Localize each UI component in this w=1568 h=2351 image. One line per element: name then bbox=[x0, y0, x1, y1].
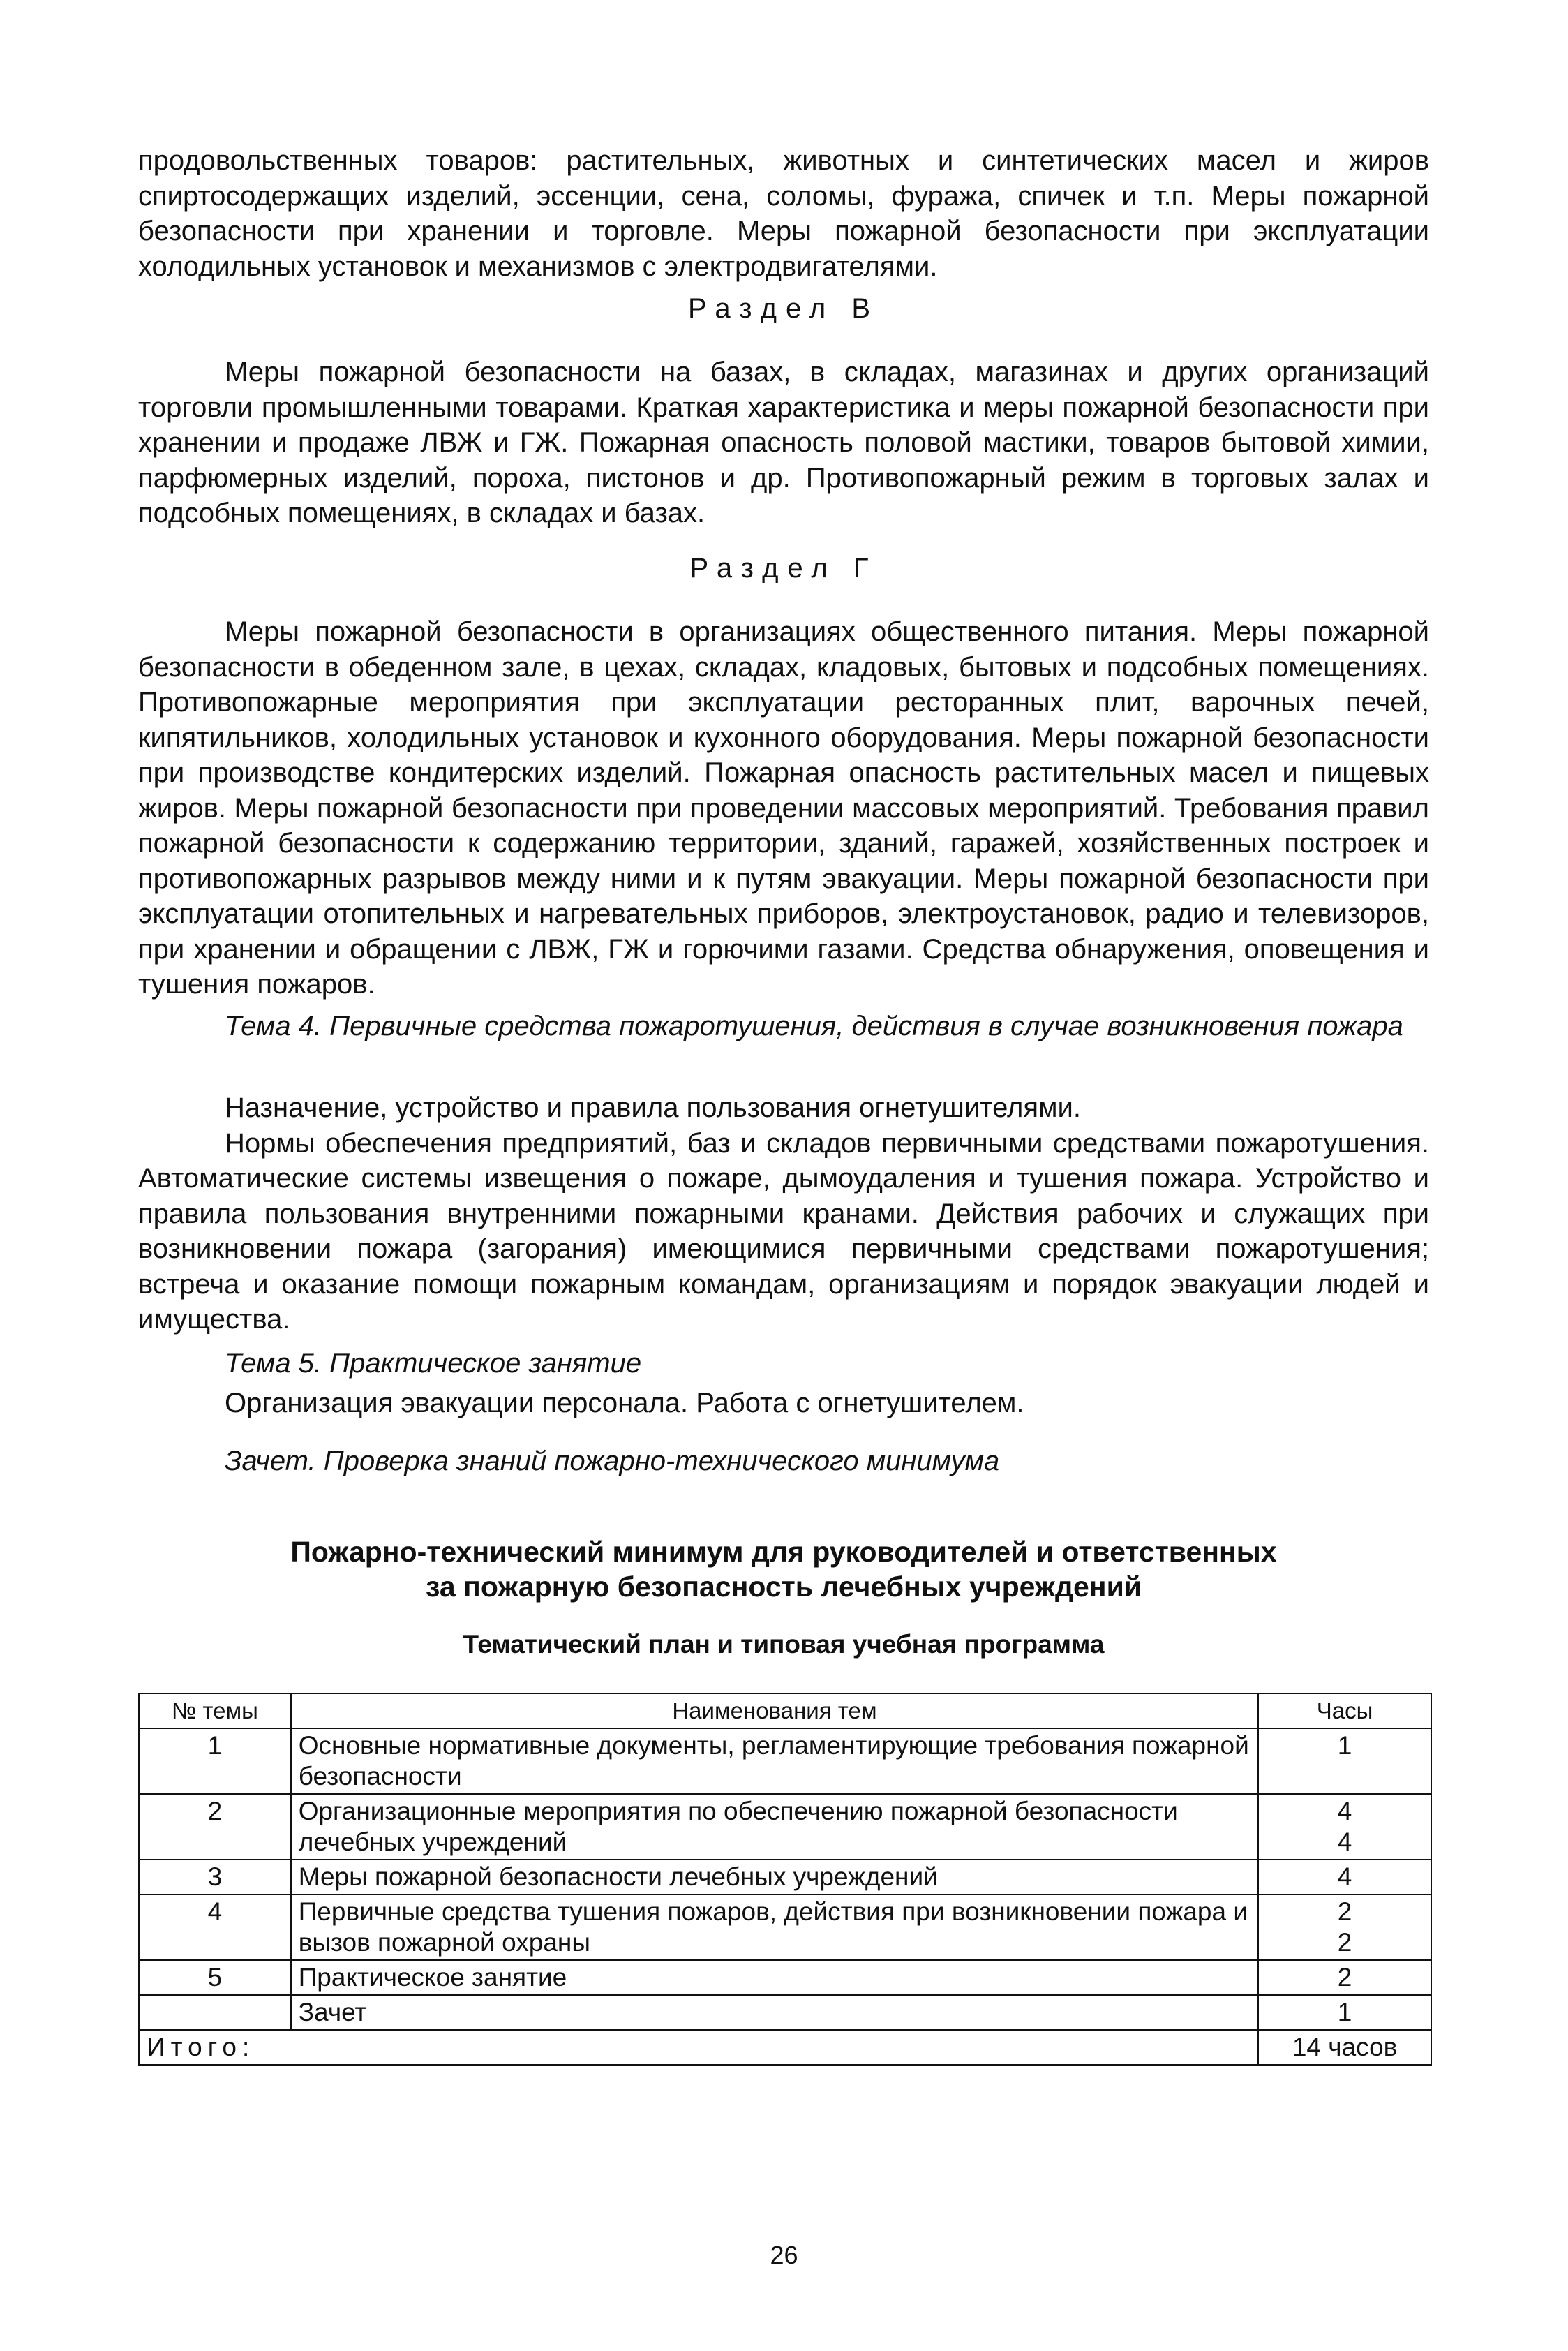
table-total-row bbox=[139, 2030, 1431, 2065]
topic4-paragraph-2: Нормы обеспечения предприятий, баз и складов первичными средствами пожаротушения. Автоматические системы извещения о пожаре, дымоудаления и тушения пожара. Устройство и правила пользования внутренними пожарными кранами. Действия рабочих и служащих при возникновении пожара (загорания) имеющимися первичными средствами пожаротушения; встреча и оказание помощи пожарным командам, организациям и порядок эвакуации людей и имущества. bbox=[138, 1127, 1429, 1335]
section-g-block bbox=[138, 614, 1429, 1002]
row-hours bbox=[1258, 1995, 1431, 2030]
section-v-block bbox=[138, 355, 1429, 531]
page-number: 26 bbox=[770, 2241, 798, 2269]
intro-paragraph bbox=[138, 143, 1429, 284]
program-title-line-1: Пожарно-технический минимум для руководителей и ответственных bbox=[290, 1536, 1277, 1568]
program-subtitle: Тематический план и типовая учебная программа bbox=[463, 1630, 1105, 1659]
row-hours-value: 2 bbox=[1337, 1928, 1352, 1957]
row-topic-name: Практическое занятие bbox=[291, 1960, 1258, 1995]
row-hours bbox=[1258, 1860, 1431, 1894]
row-topic-name: Зачет bbox=[291, 1995, 1258, 2030]
row-topic-number: 1 bbox=[139, 1728, 291, 1794]
table-row bbox=[139, 1794, 1431, 1860]
thematic-plan-table bbox=[138, 1693, 1432, 2066]
topic4-paragraph-1: Назначение, устройство и правила пользования огнетушителями. bbox=[225, 1092, 1081, 1123]
row-hours bbox=[1258, 1794, 1431, 1860]
topic4-heading: Тема 4. Первичные средства пожаротушения, действия в случае возникновения пожара bbox=[225, 1011, 1403, 1041]
table-row bbox=[139, 1860, 1431, 1894]
header-topic-number: № темы bbox=[139, 1693, 291, 1728]
header-topic-name: Наименования тем bbox=[291, 1693, 1258, 1728]
exam-heading-block bbox=[138, 1444, 1429, 1479]
section-g-heading: Раздел Г bbox=[689, 553, 878, 584]
topic5-block bbox=[138, 1386, 1429, 1421]
topic4-heading-block bbox=[138, 1009, 1429, 1044]
topic5-paragraph: Организация эвакуации персонала. Работа с огнетушителем. bbox=[225, 1388, 1024, 1418]
paragraph-food-goods: продовольственных товаров: растительных, животных и синтетических масел и жиров спиртосодержащих изделий, эссенции, сена, соломы, фуража, спичек и т.п. Меры пожарной безопасности при хранении и торговле. Меры пожарной безопасности при эксплуатации холодильных установок и механизмов с электродвигателями. bbox=[138, 145, 1429, 282]
row-topic-number: 2 bbox=[139, 1794, 291, 1860]
row-topic-number: 3 bbox=[139, 1860, 291, 1894]
table-row bbox=[139, 1894, 1431, 1960]
row-topic-number: 5 bbox=[139, 1960, 291, 1995]
table-row bbox=[139, 1960, 1431, 1995]
row-hours-value: 2 bbox=[1337, 1897, 1352, 1926]
total-hours: 14 часов bbox=[1258, 2030, 1431, 2065]
topic4-block bbox=[138, 1090, 1429, 1337]
topic5-heading: Тема 5. Практическое занятие bbox=[225, 1348, 642, 1379]
row-topic-number bbox=[139, 1995, 291, 2030]
row-hours-value: 1 bbox=[1337, 1998, 1352, 2026]
row-topic-name: Первичные средства тушения пожаров, действия при возникновении пожара и вызов пожарной охраны bbox=[291, 1894, 1258, 1960]
table-header-row bbox=[139, 1693, 1431, 1728]
total-label-cell bbox=[139, 2030, 1258, 2065]
section-v-paragraph: Меры пожарной безопасности на базах, в складах, магазинах и других организаций торговли промышленными товарами. Краткая характеристика и меры пожарной безопасности при хранении и продаже ЛВЖ и ГЖ. Пожарная опасность половой мастики, товаров бытовой химии, парфюмерных изделий, пороха, пистонов и др. Противопожарный режим в торговых залах и подсобных помещениях, в складах и базах. bbox=[138, 357, 1429, 528]
row-topic-name: Меры пожарной безопасности лечебных учреждений bbox=[291, 1860, 1258, 1894]
row-topic-name: Основные нормативные документы, регламентирующие требования пожарной безопасности bbox=[291, 1728, 1258, 1794]
row-hours-value: 4 bbox=[1337, 1827, 1352, 1856]
row-hours bbox=[1258, 1894, 1431, 1960]
row-hours-value: 1 bbox=[1337, 1731, 1352, 1760]
program-title bbox=[138, 1534, 1429, 1604]
row-hours-value: 4 bbox=[1337, 1797, 1352, 1825]
section-v-heading: Раздел В bbox=[688, 293, 879, 324]
row-topic-number: 4 bbox=[139, 1894, 291, 1960]
row-topic-name: Организационные мероприятия по обеспечению пожарной безопасности лечебных учреждений bbox=[291, 1794, 1258, 1860]
total-label: Итого: bbox=[147, 2033, 255, 2061]
row-hours bbox=[1258, 1960, 1431, 1995]
topic5-heading-block bbox=[138, 1346, 1429, 1381]
row-hours-value: 4 bbox=[1337, 1862, 1352, 1891]
program-title-line-2: за пожарную безопасность лечебных учреждений bbox=[426, 1571, 1142, 1603]
table-row bbox=[139, 1728, 1431, 1794]
exam-heading: Зачет. Проверка знаний пожарно-технического минимума bbox=[225, 1446, 1000, 1476]
table-row bbox=[139, 1995, 1431, 2030]
section-g-paragraph: Меры пожарной безопасности в организациях общественного питания. Меры пожарной безопасности в обеденном зале, в цехах, складах, кладовых, бытовых и подсобных помещениях. Противопожарные мероприятия при эксплуатации ресторанных плит, варочных печей, кипятильников, холодильных установок и кухонного оборудования. Меры пожарной безопасности при производстве кондитерских изделий. Пожарная опасность растительных масел и пищевых жиров. Меры пожарной безопасности при проведении массовых мероприятий. Требования правил пожарной безопасности к содержанию территории, зданий, гаражей, хозяйственных построек и противопожарных разрывов между ними и к путям эвакуации. Меры пожарной безопасности при эксплуатации отопительных и нагревательных приборов, электроустановок, радио и телевизоров, при хранении и обращении с ЛВЖ, ГЖ и горючими газами. Средства обнаружения, оповещения и тушения пожаров. bbox=[138, 616, 1429, 1000]
row-hours-value: 2 bbox=[1337, 1963, 1352, 1992]
header-hours: Часы bbox=[1258, 1693, 1431, 1728]
row-hours bbox=[1258, 1728, 1431, 1794]
